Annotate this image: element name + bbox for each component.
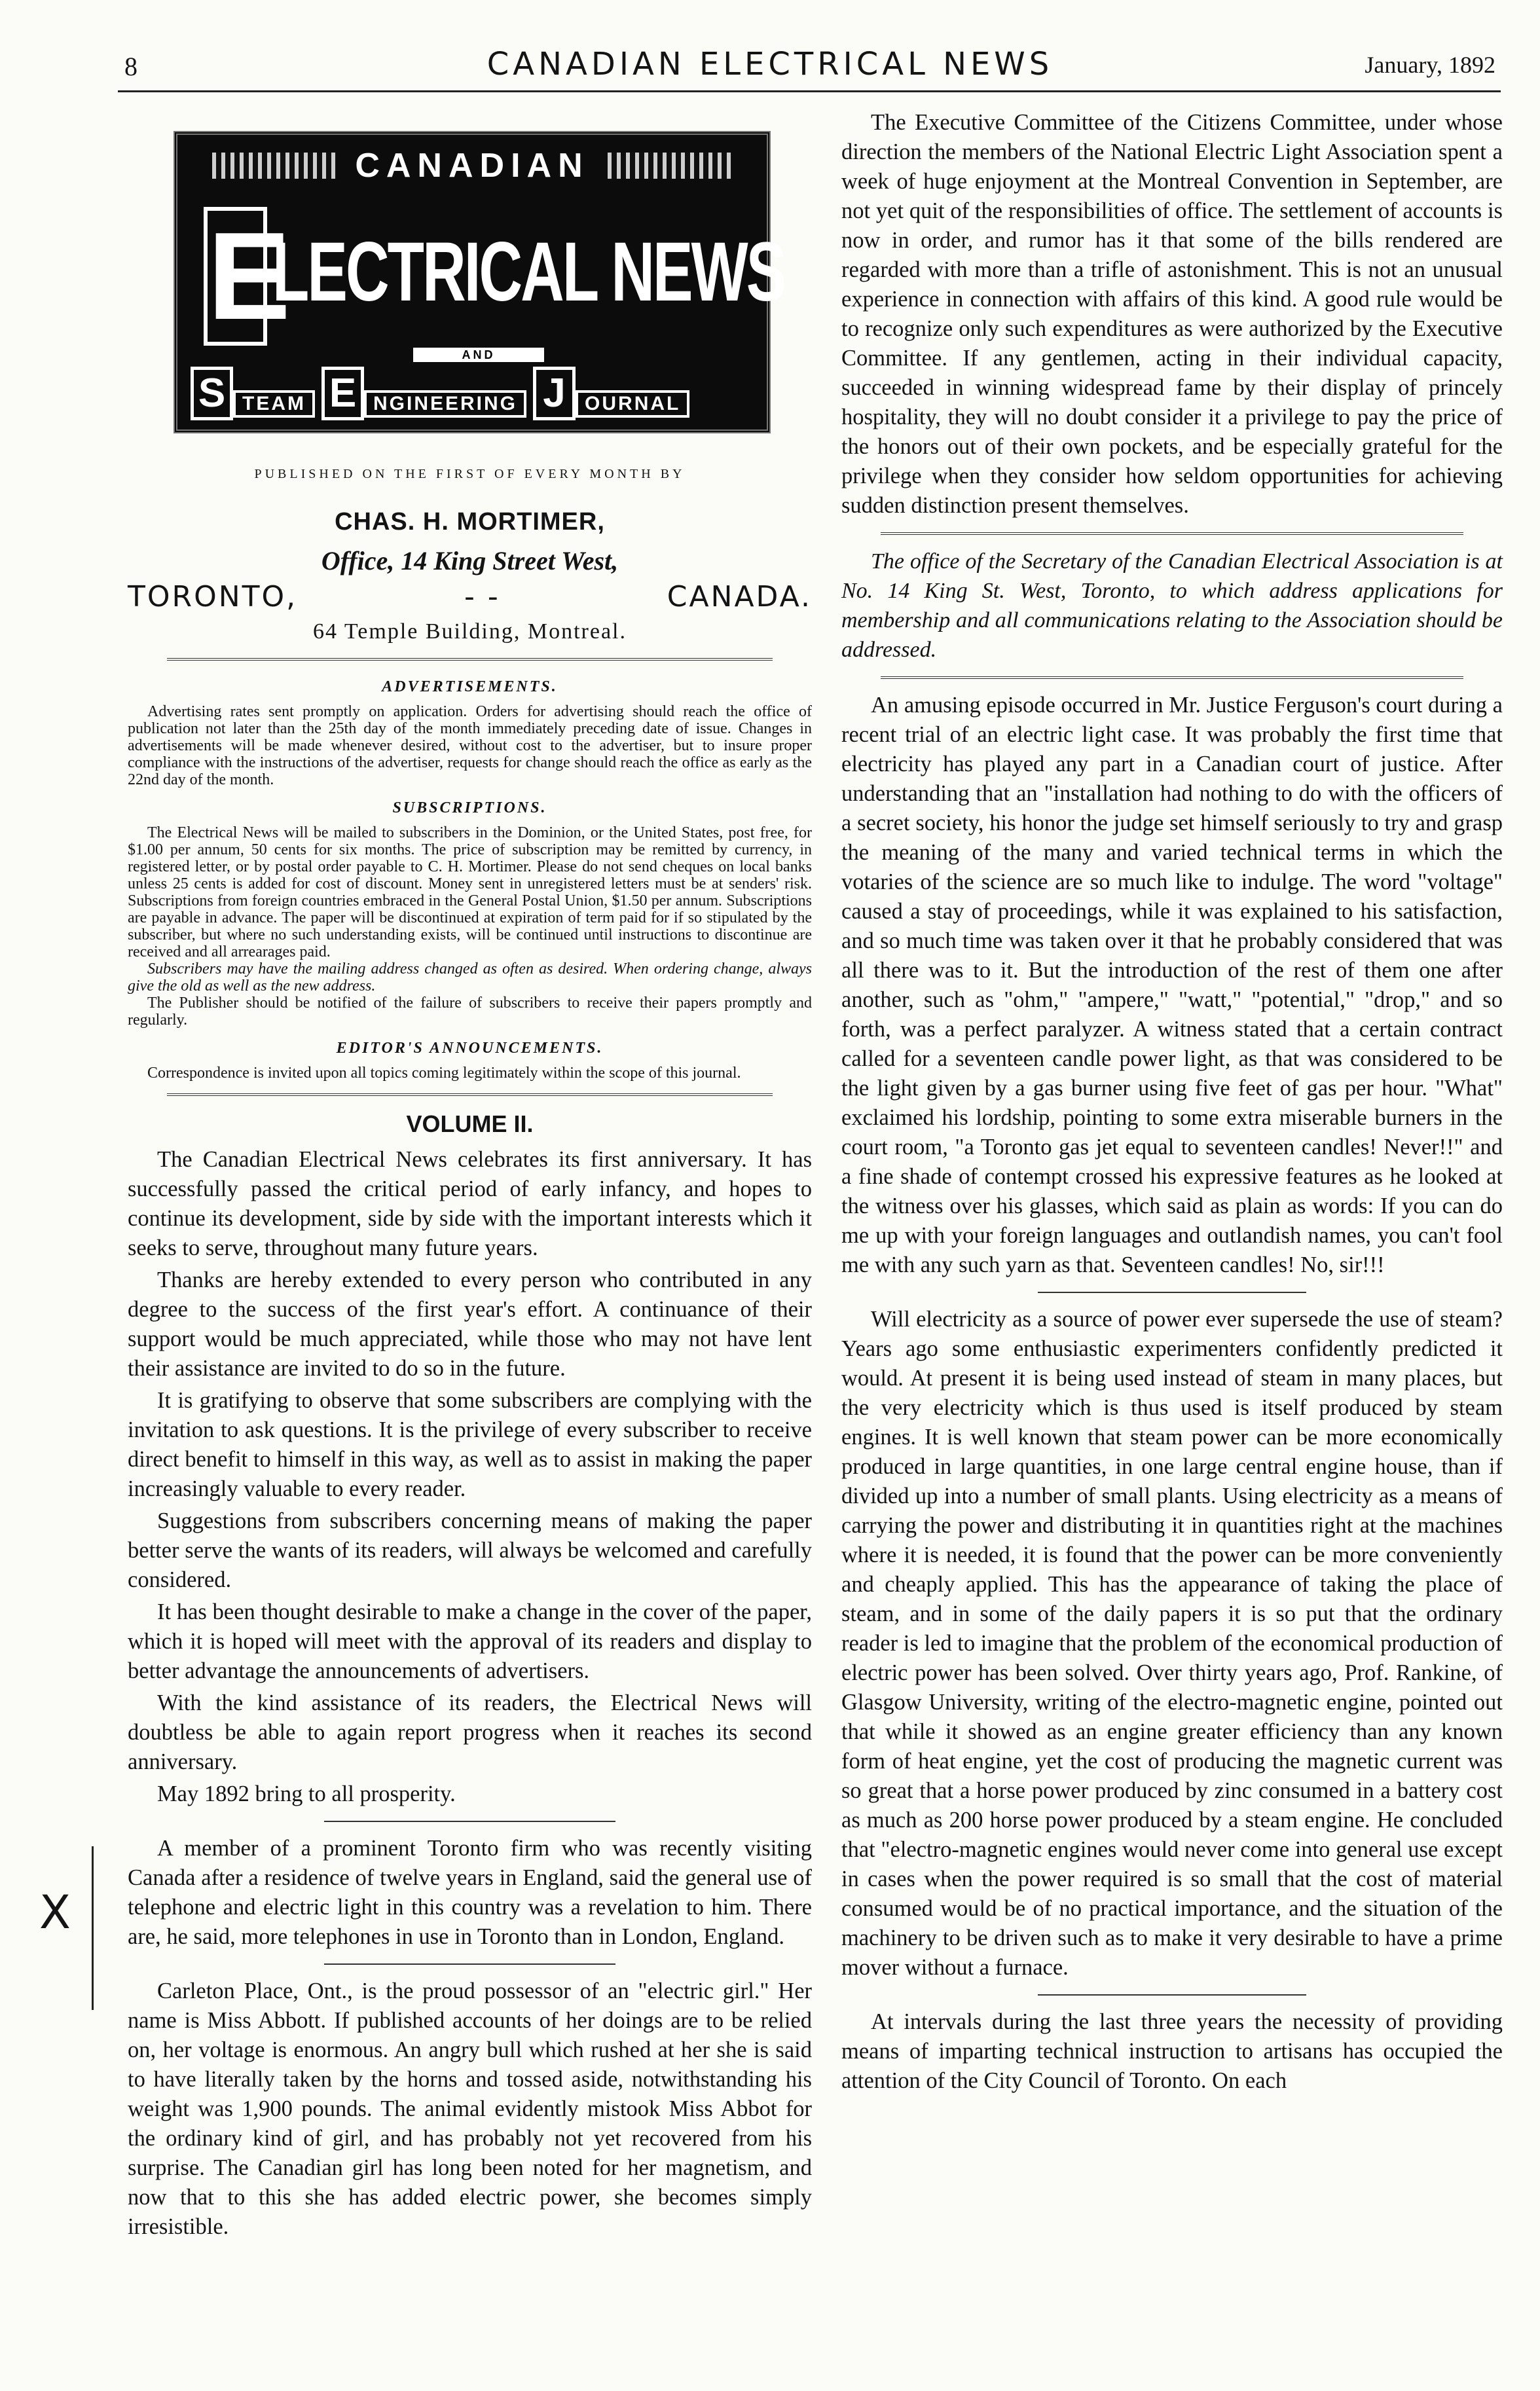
- advertisements-heading: ADVERTISEMENTS.: [382, 678, 558, 695]
- published-by: PUBLISHED ON THE FIRST OF EVERY MONTH BY: [254, 467, 686, 481]
- news-item: Carleton Place, Ont., is the proud possessor of an "electric girl." Her name is Miss Abbott. If published accounts of her doings are to be relied on, her voltage is enormous. An angry bull which rushed at her she is said to have literally taken by the horns and tossed aside, notwithstanding his weight was 1,900 pounds. The animal evidently mistook Miss Abbot for the ordinary kind of girl, and has probably not yet recovered from his surprise. The Canadian girl has long been noted for her magnetism, and now that to this she has added electric power, she becomes simply irresistible.: [128, 1979, 812, 2239]
- volume-paragraph: Thanks are hereby extended to every person who contributed in any degree to the success of the first year's effort. A continuance of their support would be much appreciated, while those who may not have lent their assistance are invited to do so in the future.: [128, 1268, 812, 1381]
- editor-text: [128, 1065, 812, 1082]
- masthead-steam: [191, 367, 315, 420]
- masthead-big-letter: E: [204, 207, 267, 346]
- office-address: Office, 14 King Street West,: [321, 546, 619, 575]
- masthead-logo: [174, 131, 785, 433]
- left-column: [128, 131, 812, 2244]
- running-title: CANADIAN ELECTRICAL NEWS: [486, 46, 1054, 82]
- masthead-subtitle: [191, 367, 754, 420]
- masthead-top-band: [177, 146, 767, 185]
- news-item: An amusing episode occurred in Mr. Justice Ferguson's court during a recent trial of an electric light case. It was probably the first time that electricity has played any part in a Canadian court of justice. After understanding that an "installation had nothing to do with the officers of a secret society, his honor the judge set himself seriously to try and grasp the meaning of the many and varied technical terms in which the votaries of the science are so much like to indulge. The word "voltage" caused a stay of proceedings, while it was explained to his satisfaction, and so much time was taken over it that he probably considered that was all there was to it. But the introduction of the rest of them one after another, such as "ohm," "ampere," "watt," "potential," "drop," and so forth, was a perfect paralyzer. A witness stated that a certain contract called for a seventeen candle power light, as that was considered to be the light given by a gas burner using five feet of gas per hour. "What" exclaimed his lordship, pointing to some extra miserable burners in the court room, "a Toronto gas jet equal to seventeen candles! Never!!" and a fine shade of contempt crossed his expressive features as he looked at the witness over his glasses, which said as plain as words: If you can do me up with your foreign languages and outlandish names, you can't fool me with any such yarn as that. Seventeen candles! No, sir!!!: [841, 693, 1503, 1277]
- masthead-letter: J: [533, 367, 576, 420]
- city-dashes: - -: [464, 580, 500, 613]
- volume-paragraph: The Canadian Electrical News celebrates its first anniversary. It has successfully passed the critical period of early infancy, and hopes to continue its development, side by side with the important interests which it seeks to serve, throughout many future years.: [128, 1147, 812, 1260]
- news-item: A member of a prominent Toronto firm who was recently visiting Canada after a residence of twelve years in England, said the general use of telephone and electric light in this country was a revelation to him. There are, he said, more telephones in use in Toronto than in London, England.: [128, 1836, 812, 1949]
- masthead-title: LECTRICAL NEWS: [272, 225, 785, 319]
- subscriptions-heading: SUBSCRIPTIONS.: [392, 799, 547, 816]
- masthead-word: TEAM: [233, 390, 315, 418]
- masthead-word: NGINEERING: [364, 390, 526, 418]
- publisher-name: CHAS. H. MORTIMER,: [335, 508, 605, 536]
- divider: [1038, 1994, 1306, 1996]
- city-line: [128, 582, 812, 611]
- header-rule: [118, 90, 1501, 92]
- paragraph: Advertising rates sent promptly on application. Orders for advertising should reach the office of publication not later than the 25th day of the month immediately preceding date of issue. Changes in advertisements will be made whenever desired, without cost to the advertiser, but to insure proper compliance with the instructions of the advertiser, requests for change should reach the office as early as the 22nd day of the month.: [128, 703, 812, 788]
- paragraph: Subscribers may have the mailing address changed as often as desired. When ordering change, always give the old as well as the new address.: [128, 960, 812, 995]
- masthead-and: AND: [413, 348, 544, 362]
- divider: [1038, 1292, 1306, 1293]
- volume-paragraph: It is gratifying to observe that some subscribers are complying with the invitation to ask questions. It is the privilege of every subscriber to receive direct benefit to himself in this way, as well as to assist in making the paper increasingly valuable to every reader.: [128, 1388, 812, 1501]
- handwritten-margin-mark: X: [39, 1886, 71, 1939]
- divider: [881, 532, 1463, 535]
- masthead-canadian: CANADIAN: [355, 146, 589, 185]
- editor-heading: EDITOR'S ANNOUNCEMENTS.: [336, 1040, 604, 1057]
- news-item: The Executive Committee of the Citizens Committee, under whose direction the members of the National Electric Light Association spent a week of huge enjoyment at the Montreal Convention in September, are not yet quit of the responsibilities of office. The settlement of accounts is now in order, and rumor has it that some of the bills rendered are regarded with more than a trifle of astonishment. This is not an unusual experience in connection with affairs of this kind. A good rule would be to recognize only such expenditures as were authorized by the Executive Committee. If any gentlemen, acting in their individual capacity, succeeded in winning widespread fame by their display of princely hospitality, they will no doubt consider it a privilege to pay the price of the honors out of their own pockets, and be especially grateful for the privilege when they consider how seldom opportunities for achieving sudden distinction present themselves.: [841, 110, 1503, 518]
- masthead-journal: [533, 367, 689, 420]
- volume-paragraph: May 1892 bring to all prosperity.: [157, 1781, 456, 1806]
- masthead-word: OURNAL: [576, 390, 689, 418]
- divider: [881, 676, 1463, 679]
- divider: [324, 1963, 615, 1965]
- paragraph: Correspondence is invited upon all topics coming legitimately within the scope of this journal.: [147, 1065, 741, 1082]
- volume-paragraph: Suggestions from subscribers concerning means of making the paper better serve the wants of its readers, will always be welcomed and carefully considered.: [128, 1508, 812, 1592]
- news-item: At intervals during the last three years the necessity of providing means of imparting technical instruction to artisans has occupied the attention of the City Council of Toronto. On each: [841, 2009, 1503, 2093]
- decorative-band: [608, 153, 732, 179]
- branch-office: 64 Temple Building, Montreal.: [313, 619, 627, 644]
- country: CANADA.: [667, 580, 812, 613]
- page-number: 8: [124, 52, 138, 81]
- subscriptions-text: [128, 824, 812, 1029]
- advertisements-text: [128, 703, 812, 788]
- masthead-engineering: [321, 367, 526, 420]
- volume-paragraph: With the kind assistance of its readers, the Electrical News will doubtless be able to again report progress when it reaches its second anniversary.: [128, 1690, 812, 1774]
- city: TORONTO,: [128, 580, 298, 613]
- divider: [324, 1821, 615, 1822]
- margin-line: [92, 1846, 94, 2010]
- news-item: Will electricity as a source of power ever supersede the use of steam? Years ago some enthusiastic experimenters confidently predicted it would. At present it is being used instead of steam in many places, but the very electricity which is thus used is itself produced by steam engines. It is well known that steam power can be more economically produced in large quantities, in one large central engine house, than if divided up into a number of small plants. Using electricity as a means of carrying the power and distributing it in quantities right at the machines where it is needed, it is found that the power can be more conveniently and cheaply applied. This has the appearance of taking the place of steam, and in some of the daily papers it is so put that the ordinary reader is led to imagine that the problem of the economical production of electric power has been solved. Over thirty years ago, Prof. Rankine, of Glasgow University, writing of the electro-magnetic engine, pointed out that while it showed as an engine greater efficiency than any known form of heat engine, yet the cost of producing the magnetic current was so great that a horse power produced by zinc consumed in a battery cost as much as 200 horse power produced by a steam engine. He concluded that "electro-magnetic engines would never come into general use except in cases when the power required is so small that the cost of material consumed would be of no practical importance, and the situation of the machinery to be driven such as to make it very desirable to have a prime mover without a furnace.: [841, 1307, 1503, 1980]
- volume-paragraph: It has been thought desirable to make a change in the cover of the paper, which it is hoped will meet with the approval of its readers and display to better advantage the announcements of advertisers.: [128, 1599, 812, 1683]
- decorative-band: [212, 153, 337, 179]
- right-column: [841, 108, 1503, 2098]
- divider: [167, 1093, 773, 1096]
- masthead-letter: S: [191, 367, 233, 420]
- paragraph: The Electrical News will be mailed to subscribers in the Dominion, or the United States, post free, for $1.00 per annum, 50 cents for six months. The price of subscription may be remitted by currency, in registered letter, or by postal order payable to C. H. Mortimer. Please do not send cheques on local banks unless 25 cents is added for cost of discount. Money sent in unregistered letters must be at senders' risk. Subscriptions from foreign countries embraced in the General Postal Union, $1.50 per annum. Subscriptions are payable in advance. The paper will be discontinued at expiration of term paid for if so stipulated by the subscriber, but where no such understanding exists, will be continued until instructions to discontinue are received and all arrearages paid.: [128, 824, 812, 960]
- paragraph: The Publisher should be notified of the failure of subscribers to receive their papers promptly and regularly.: [128, 995, 812, 1029]
- divider: [167, 658, 773, 661]
- issue-date: January, 1892: [1365, 52, 1495, 78]
- association-note: The office of the Secretary of the Canadian Electrical Association is at No. 14 King St. West, Toronto, to which address applications for membership and all communications relating to the Association should be addressed.: [841, 549, 1503, 662]
- volume-title: VOLUME II.: [406, 1110, 534, 1137]
- masthead-letter: E: [321, 367, 364, 420]
